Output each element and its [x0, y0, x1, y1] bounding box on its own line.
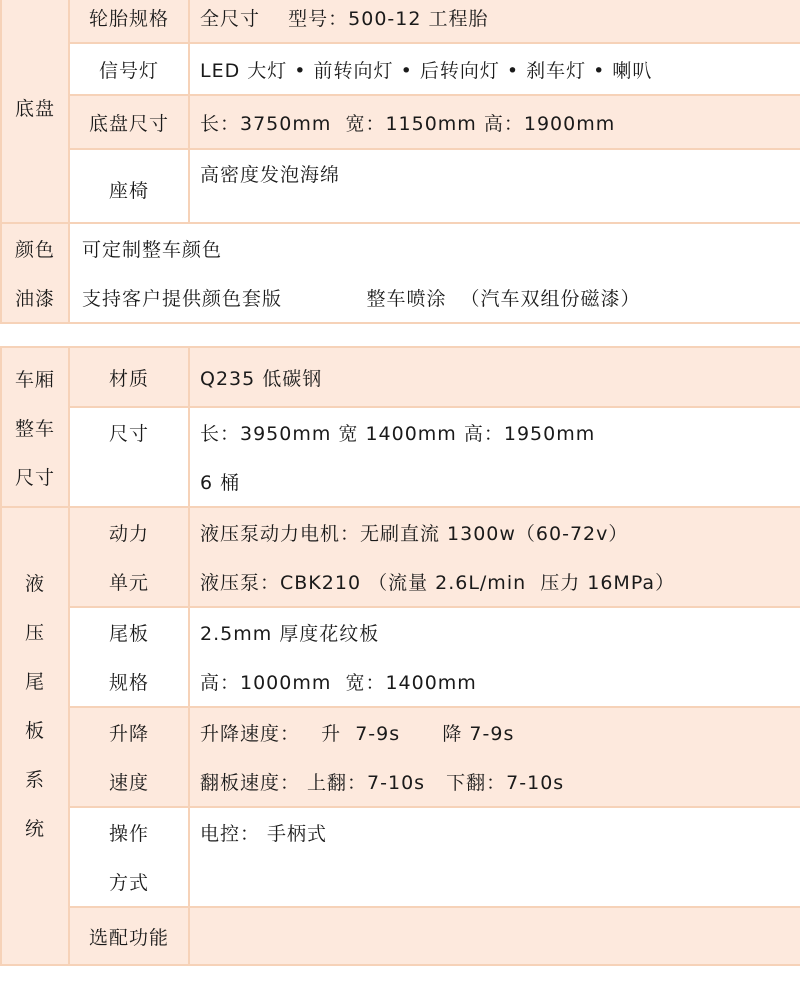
- paint-description: [69, 223, 800, 323]
- label-line: 单元: [108, 572, 149, 594]
- row-label: [69, 907, 189, 965]
- row-value: LED 大灯 • 前转向灯 • 后转向灯 • 刹车灯 • 喇叭: [189, 43, 800, 95]
- table-row: [1, 707, 800, 807]
- value-line: 液压泵：CBK210 （流量 2.6L/min 压力 16MPa）: [200, 572, 676, 594]
- table-row: [1, 607, 800, 707]
- label-line: 选配功能: [88, 926, 169, 949]
- label-line: 速度: [108, 772, 149, 794]
- value-line: [200, 857, 800, 906]
- row-label: [69, 507, 189, 607]
- group-line: 尺寸: [14, 466, 55, 489]
- group-hydraulic: [1, 507, 69, 965]
- group-chassis: 底盘: [1, 0, 69, 223]
- row-value: [189, 347, 800, 407]
- row-label: 座椅: [69, 149, 189, 223]
- group-body: [1, 347, 69, 507]
- value-line: 高：1000mm 宽：1400mm: [200, 672, 477, 694]
- row-label: [69, 407, 189, 507]
- table-row: [1, 0, 800, 43]
- row-value: 全尺寸 型号：500-12 工程胎: [189, 0, 800, 43]
- row-value: [189, 707, 800, 807]
- row-value: [189, 607, 800, 707]
- row-label: [69, 807, 189, 907]
- body-hydraulic-spec-table: [0, 346, 800, 966]
- label-line: 方式: [108, 872, 149, 894]
- table-row: [1, 407, 800, 507]
- table-row: [1, 223, 800, 323]
- row-label: 信号灯: [69, 43, 189, 95]
- group-paint: [1, 223, 69, 323]
- row-label: 材质: [69, 347, 189, 407]
- table-row: [1, 95, 800, 149]
- value-line: 电控： 手柄式: [200, 823, 328, 845]
- group-char: 尾: [24, 671, 45, 693]
- row-value: [189, 407, 800, 507]
- value-line: 液压泵动力电机：无刷直流 1300w（60-72v）: [200, 523, 629, 545]
- value-line: 升降速度： 升 7-9s 降 7-9s: [200, 723, 515, 745]
- value-line: 6 桶: [200, 472, 241, 494]
- row-label: [69, 607, 189, 707]
- group-line: 整车: [14, 417, 55, 440]
- value-line: 翻板速度： 上翻：7-10s 下翻：7-10s: [200, 772, 565, 794]
- table-row: [1, 907, 800, 965]
- row-value: 长：3750mm 宽：1150mm 高：1900mm: [189, 95, 800, 149]
- group-char: 统: [24, 818, 45, 840]
- value-line: 长：3950mm 宽 1400mm 高：1950mm: [200, 423, 596, 445]
- label-line: 规格: [108, 672, 149, 694]
- row-value: [189, 807, 800, 907]
- row-label: 底盘尺寸: [69, 95, 189, 149]
- table-row: [1, 149, 800, 223]
- label-line: 动力: [108, 523, 149, 545]
- group-char: 液: [24, 573, 45, 595]
- chassis-spec-table: [0, 0, 800, 324]
- row-label: [69, 707, 189, 807]
- paint-line: 可定制整车颜色: [82, 239, 223, 261]
- group-char: 板: [24, 720, 45, 742]
- value-line: Q235 低碳钢: [200, 367, 323, 390]
- table-row: [1, 807, 800, 907]
- row-value: 高密度发泡海绵: [189, 149, 800, 223]
- value-line: [200, 912, 800, 961]
- group-line: 车厢: [14, 368, 55, 391]
- row-label: 轮胎规格: [69, 0, 189, 43]
- group-char: 系: [24, 769, 45, 791]
- table-row: [1, 43, 800, 95]
- label-line: 操作: [108, 823, 149, 845]
- group-char: 压: [24, 622, 45, 644]
- value-line: 2.5mm 厚度花纹板: [200, 623, 380, 645]
- table-row: [1, 507, 800, 607]
- row-value: [189, 507, 800, 607]
- row-value: [189, 907, 800, 965]
- group-line: 油漆: [14, 288, 55, 310]
- label-line: 尺寸: [108, 423, 149, 445]
- group-line: 颜色: [14, 239, 55, 261]
- label-line: 尾板: [108, 623, 149, 645]
- table-row: [1, 347, 800, 407]
- paint-line: 支持客户提供颜色套版 整车喷涂 （汽车双组份磁漆）: [82, 288, 641, 310]
- label-line: 升降: [108, 723, 149, 745]
